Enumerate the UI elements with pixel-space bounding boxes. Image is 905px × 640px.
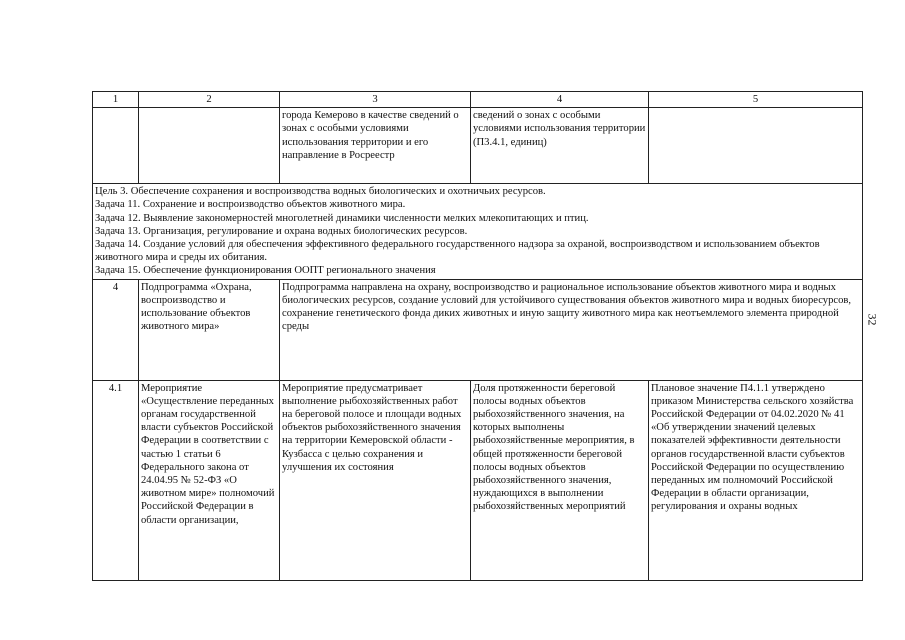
goal-3: Цель 3. Обеспечение сохранения и воспроизводства водных биологических и охотничьих ресурсов. [95, 186, 546, 198]
cell-empty [93, 108, 139, 184]
task-11: Задача 11. Сохранение и воспроизводство объектов животного мира. [95, 199, 406, 211]
activity-name: Мероприятие «Осуществление переданных органам государственной власти субъектов Российской Федерации в соответствии с частью 1 статьи 6 Федерального закона от 24.04.95 № 52-ФЗ «О животном мире» полномочий Российской Федерации в области организации, [139, 380, 280, 580]
header-col-3: 3 [280, 92, 471, 108]
row-number: 4.1 [93, 380, 139, 580]
table-row-subprogram-4 [93, 279, 863, 380]
indicator-basis: Плановое значение П4.1.1 утверждено приказом Министерства сельского хозяйства Российской Федерации от 04.02.2020 № 41 «Об утверждении значений целевых показателей эффективности деятельности органов государственной власти субъектов Российской Федерации по осуществлению переданных им полномочий Российской Федерации в области организации, регулирования и охраны водных [649, 380, 863, 580]
table-row-activity-4-1 [93, 380, 863, 580]
subprogram-description: Подпрограмма направлена на охрану, воспроизводство и рациональное использование объектов животного мира и водных биологических ресурсов, создание условий для устойчивого существования объектов животного мира и водных биоресурсов, сохранение генетического фонда диких животных и иную защиту животного мира как неотъемлемого элемента природной среды [280, 279, 863, 380]
header-row [93, 92, 863, 108]
header-col-5: 5 [649, 92, 863, 108]
cell-empty [139, 108, 280, 184]
cell-activity-description: города Кемерово в качестве сведений о зонах с особыми условиями использования территории и его направление в Росреестр [280, 108, 471, 184]
header-col-1: 1 [93, 92, 139, 108]
goal-block [93, 184, 863, 279]
table-row-continuation [93, 108, 863, 184]
header-col-4: 4 [471, 92, 649, 108]
activity-description: Мероприятие предусматривает выполнение рыбохозяйственных работ на береговой полосе и площади водных объектов рыбохозяйственного значения на территории Кемеровской области - Кузбасса с целью сохранения и улучшения их состояния [280, 380, 471, 580]
header-col-2: 2 [139, 92, 280, 108]
cell-empty [649, 108, 863, 184]
task-15: Задача 15. Обеспечение функционирования ООПТ регионального значения [95, 265, 436, 277]
task-12: Задача 12. Выявление закономерностей многолетней динамики численности мелких млекопитающих и птиц. [95, 212, 589, 224]
task-14: Задача 14. Создание условий для обеспечения эффективного федерального государственного надзора за охраной, воспроизводством и использованием объектов животного мира и среды их обитания. [95, 239, 820, 264]
task-13: Задача 13. Организация, регулирование и охрана водных биологических ресурсов. [95, 225, 468, 237]
cell-indicator-name: сведений о зонах с особыми условиями использования территории (П3.4.1, единиц) [471, 108, 649, 184]
subprogram-name: Подпрограмма «Охрана, воспроизводство и использование объектов животного мира» [139, 279, 280, 380]
indicator-name: Доля протяженности береговой полосы водных объектов рыбохозяйственного значения, на которых выполнены рыбохозяйственные мероприятия, в общей протяженности береговой полосы водных объектов рыбохозяйственного значения, нуждающихся в выполнении рыбохозяйственных мероприятий [471, 380, 649, 580]
row-number: 4 [93, 279, 139, 380]
page-number: 32 [865, 313, 880, 326]
goal-row [93, 184, 863, 279]
document-table [92, 91, 863, 581]
